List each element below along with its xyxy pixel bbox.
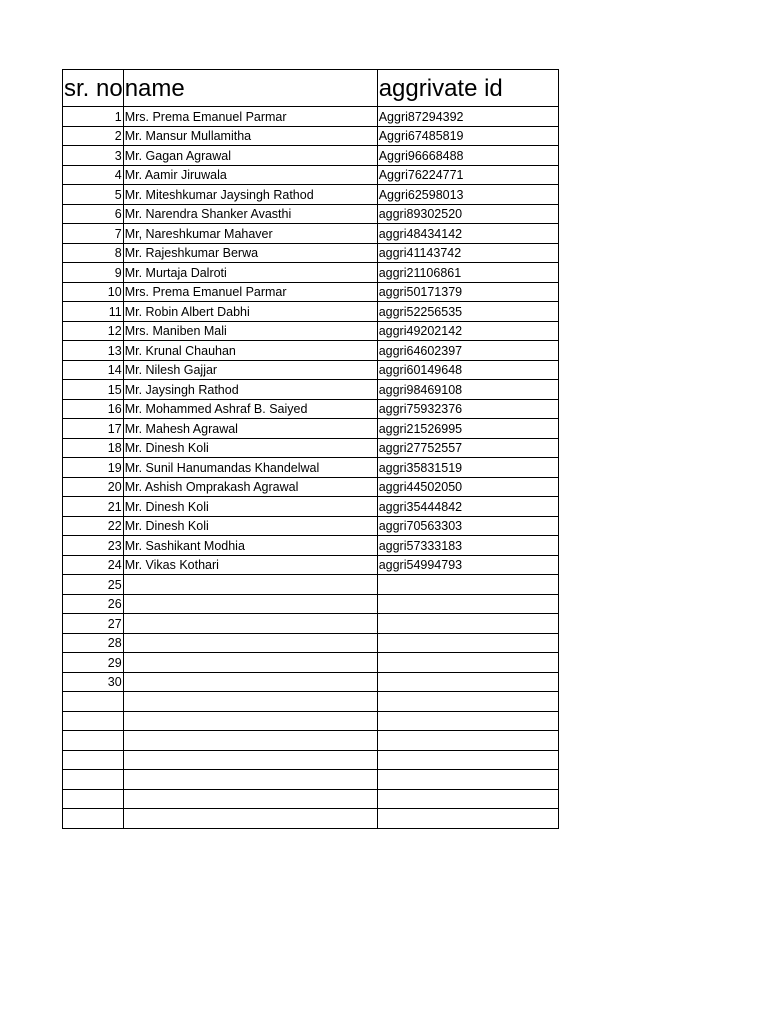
aggrivate-id-cell[interactable] [377, 711, 558, 731]
table-row [63, 399, 559, 419]
table-row [63, 594, 559, 614]
table-row [63, 614, 559, 634]
name-cell[interactable]: Mr. Miteshkumar Jaysingh Rathod [123, 185, 377, 205]
table-row [63, 321, 559, 341]
name-cell[interactable] [123, 633, 377, 653]
table-row [63, 770, 559, 790]
aggrivate-id-cell[interactable]: aggri35444842 [377, 497, 558, 517]
aggrivate-id-cell[interactable] [377, 809, 558, 829]
name-cell[interactable] [123, 789, 377, 809]
table-row [63, 243, 559, 263]
aggrivate-id-cell[interactable]: Aggri87294392 [377, 107, 558, 127]
sr-cell[interactable]: 12 [63, 321, 124, 341]
header-name[interactable]: name [123, 70, 377, 107]
name-cell[interactable]: Mr, Nareshkumar Mahaver [123, 224, 377, 244]
table-row [63, 809, 559, 829]
sr-cell[interactable]: 26 [63, 594, 124, 614]
name-cell[interactable] [123, 653, 377, 673]
sr-cell[interactable] [63, 711, 124, 731]
table-row [63, 438, 559, 458]
table-row [63, 263, 559, 283]
table-row [63, 360, 559, 380]
table-row [63, 672, 559, 692]
sr-cell[interactable]: 14 [63, 360, 124, 380]
name-cell[interactable]: Mr. Krunal Chauhan [123, 341, 377, 361]
aggrivate-id-cell[interactable]: aggri21526995 [377, 419, 558, 439]
aggrivate-id-cell[interactable] [377, 731, 558, 751]
table-row [63, 419, 559, 439]
aggrivate-id-cell[interactable]: aggri49202142 [377, 321, 558, 341]
name-cell[interactable]: Mr. Aamir Jiruwala [123, 165, 377, 185]
sr-cell[interactable]: 9 [63, 263, 124, 283]
sr-cell[interactable]: 6 [63, 204, 124, 224]
sr-cell[interactable]: 24 [63, 555, 124, 575]
sr-cell[interactable]: 7 [63, 224, 124, 244]
name-cell[interactable]: Mr. Rajeshkumar Berwa [123, 243, 377, 263]
aggrivate-id-cell[interactable]: aggri89302520 [377, 204, 558, 224]
sr-cell[interactable]: 4 [63, 165, 124, 185]
name-cell[interactable]: Mr. Dinesh Koli [123, 497, 377, 517]
aggrivate-id-cell[interactable]: aggri98469108 [377, 380, 558, 400]
table-row [63, 750, 559, 770]
table-row [63, 224, 559, 244]
aggrivate-id-cell[interactable]: Aggri76224771 [377, 165, 558, 185]
aggrivate-id-cell[interactable] [377, 575, 558, 595]
name-cell[interactable]: Mr. Ashish Omprakash Agrawal [123, 477, 377, 497]
aggrivate-id-cell[interactable] [377, 633, 558, 653]
name-cell[interactable]: Mrs. Prema Emanuel Parmar [123, 282, 377, 302]
sr-cell[interactable] [63, 692, 124, 712]
table-row [63, 516, 559, 536]
name-cell[interactable]: Mr. Gagan Agrawal [123, 146, 377, 166]
name-cell[interactable] [123, 750, 377, 770]
name-cell[interactable]: Mr. Mahesh Agrawal [123, 419, 377, 439]
name-cell[interactable]: Mr. Dinesh Koli [123, 516, 377, 536]
table-row [63, 653, 559, 673]
aggrivate-id-cell[interactable]: aggri21106861 [377, 263, 558, 283]
sr-cell[interactable]: 15 [63, 380, 124, 400]
table-row [63, 477, 559, 497]
table-row [63, 497, 559, 517]
aggrivate-id-cell[interactable] [377, 614, 558, 634]
sr-cell[interactable]: 3 [63, 146, 124, 166]
sr-cell[interactable]: 16 [63, 399, 124, 419]
table-row [63, 555, 559, 575]
name-cell[interactable] [123, 575, 377, 595]
sr-cell[interactable]: 2 [63, 126, 124, 146]
aggrivate-id-cell[interactable]: aggri48434142 [377, 224, 558, 244]
sr-cell[interactable]: 29 [63, 653, 124, 673]
aggrivate-id-cell[interactable] [377, 750, 558, 770]
sr-cell[interactable]: 22 [63, 516, 124, 536]
name-cell[interactable]: Mr. Nilesh Gajjar [123, 360, 377, 380]
table-row [63, 107, 559, 127]
aggrivate-id-cell[interactable] [377, 672, 558, 692]
name-cell[interactable] [123, 809, 377, 829]
sr-cell[interactable]: 10 [63, 282, 124, 302]
table-body [63, 70, 559, 829]
aggrivate-id-cell[interactable] [377, 692, 558, 712]
table-row [63, 536, 559, 556]
aggrivate-id-cell[interactable]: aggri54994793 [377, 555, 558, 575]
name-cell[interactable]: Mrs. Maniben Mali [123, 321, 377, 341]
name-cell[interactable] [123, 692, 377, 712]
sr-cell[interactable]: 1 [63, 107, 124, 127]
table-row [63, 458, 559, 478]
aggrivate-id-cell[interactable]: Aggri67485819 [377, 126, 558, 146]
header-sr-no[interactable]: sr. no [63, 70, 124, 107]
sr-cell[interactable]: 11 [63, 302, 124, 322]
table-row [63, 146, 559, 166]
table-row [63, 575, 559, 595]
name-cell[interactable]: Mr. Robin Albert Dabhi [123, 302, 377, 322]
name-cell[interactable]: Mr. Sashikant Modhia [123, 536, 377, 556]
table-row [63, 789, 559, 809]
header-row [63, 70, 559, 107]
name-cell[interactable] [123, 770, 377, 790]
table-row [63, 282, 559, 302]
name-cell[interactable] [123, 672, 377, 692]
table-row [63, 302, 559, 322]
sr-cell[interactable]: 30 [63, 672, 124, 692]
sr-cell[interactable]: 5 [63, 185, 124, 205]
table-row [63, 633, 559, 653]
sr-cell[interactable]: 23 [63, 536, 124, 556]
sr-cell[interactable]: 8 [63, 243, 124, 263]
table-row [63, 711, 559, 731]
sr-cell[interactable] [63, 770, 124, 790]
sr-cell[interactable]: 18 [63, 438, 124, 458]
aggrivate-id-cell[interactable]: aggri27752557 [377, 438, 558, 458]
aggrivate-id-cell[interactable] [377, 594, 558, 614]
sr-cell[interactable]: 13 [63, 341, 124, 361]
sr-cell[interactable] [63, 809, 124, 829]
table-row [63, 692, 559, 712]
sr-cell[interactable]: 19 [63, 458, 124, 478]
table-row [63, 185, 559, 205]
table-row [63, 204, 559, 224]
name-cell[interactable]: Mrs. Prema Emanuel Parmar [123, 107, 377, 127]
sr-cell[interactable]: 20 [63, 477, 124, 497]
aggrivate-id-cell[interactable]: aggri35831519 [377, 458, 558, 478]
name-cell[interactable]: Mr. Jaysingh Rathod [123, 380, 377, 400]
aggrivate-id-cell[interactable]: aggri44502050 [377, 477, 558, 497]
name-cell[interactable] [123, 594, 377, 614]
name-cell[interactable]: Mr. Narendra Shanker Avasthi [123, 204, 377, 224]
name-cell[interactable] [123, 711, 377, 731]
name-cell[interactable]: Mr. Sunil Hanumandas Khandelwal [123, 458, 377, 478]
sr-cell[interactable]: 17 [63, 419, 124, 439]
spreadsheet-table [62, 69, 559, 829]
table-row [63, 731, 559, 751]
table-row [63, 341, 559, 361]
table-row [63, 126, 559, 146]
aggrivate-id-cell[interactable]: aggri57333183 [377, 536, 558, 556]
aggrivate-id-cell[interactable] [377, 770, 558, 790]
aggrivate-id-cell[interactable]: aggri60149648 [377, 360, 558, 380]
sr-cell[interactable] [63, 750, 124, 770]
table-row [63, 380, 559, 400]
header-aggrivate-id[interactable]: aggrivate id [377, 70, 558, 107]
name-cell[interactable]: Mr. Murtaja Dalroti [123, 263, 377, 283]
sr-cell[interactable] [63, 789, 124, 809]
sr-cell[interactable] [63, 731, 124, 751]
aggrivate-id-cell[interactable] [377, 653, 558, 673]
aggrivate-id-cell[interactable]: aggri75932376 [377, 399, 558, 419]
aggrivate-id-cell[interactable]: aggri70563303 [377, 516, 558, 536]
sr-cell[interactable]: 21 [63, 497, 124, 517]
aggrivate-id-cell[interactable]: aggri64602397 [377, 341, 558, 361]
aggrivate-id-cell[interactable] [377, 789, 558, 809]
name-cell[interactable]: Mr. Vikas Kothari [123, 555, 377, 575]
name-cell[interactable] [123, 614, 377, 634]
sr-cell[interactable]: 25 [63, 575, 124, 595]
sr-cell[interactable]: 28 [63, 633, 124, 653]
name-cell[interactable]: Mr. Mohammed Ashraf B. Saiyed [123, 399, 377, 419]
table-row [63, 165, 559, 185]
sr-cell[interactable]: 27 [63, 614, 124, 634]
aggrivate-id-cell[interactable]: aggri41143742 [377, 243, 558, 263]
aggrivate-id-cell[interactable]: aggri52256535 [377, 302, 558, 322]
name-cell[interactable]: Mr. Mansur Mullamitha [123, 126, 377, 146]
aggrivate-id-cell[interactable]: Aggri96668488 [377, 146, 558, 166]
aggrivate-id-cell[interactable]: Aggri62598013 [377, 185, 558, 205]
name-cell[interactable] [123, 731, 377, 751]
name-cell[interactable]: Mr. Dinesh Koli [123, 438, 377, 458]
aggrivate-id-cell[interactable]: aggri50171379 [377, 282, 558, 302]
